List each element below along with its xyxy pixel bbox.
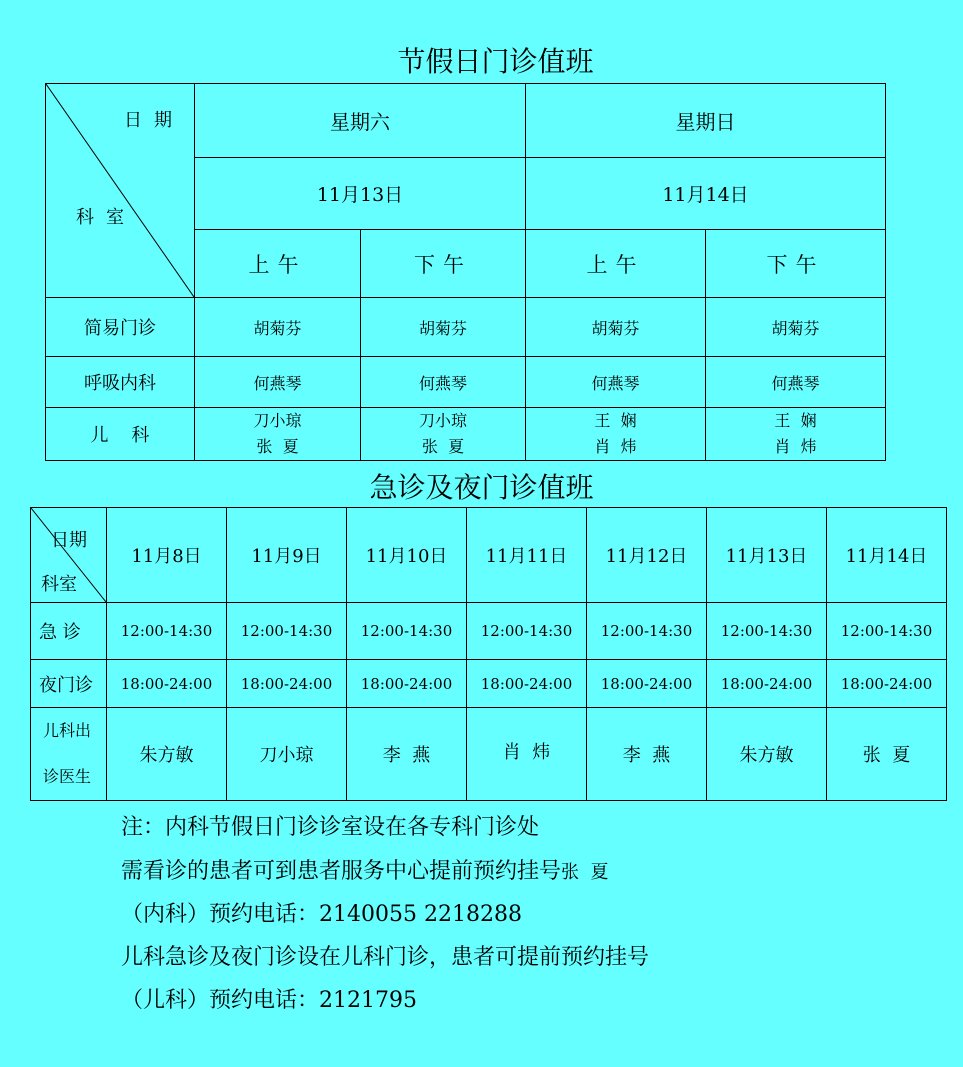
sun-am-header: 上午 bbox=[526, 230, 706, 298]
time-cell: 12:00-14:30 bbox=[467, 603, 587, 660]
doctor-name: 刀小琼 bbox=[418, 411, 467, 430]
holiday-schedule-table bbox=[45, 83, 886, 461]
doctor-cell: 李 燕 bbox=[347, 708, 467, 801]
time-cell: 12:00-14:30 bbox=[707, 603, 827, 660]
date-header: 11月8日 bbox=[107, 508, 227, 603]
doctor-name: 肖 炜 bbox=[594, 437, 637, 456]
doctor-cell bbox=[361, 408, 526, 461]
day-sunday: 星期日 bbox=[526, 84, 886, 158]
day-saturday: 星期六 bbox=[195, 84, 526, 158]
time-cell: 18:00-24:00 bbox=[587, 660, 707, 708]
time-cell: 18:00-24:00 bbox=[707, 660, 827, 708]
time-cell: 12:00-14:30 bbox=[827, 603, 947, 660]
corner-date-label: 日期 bbox=[51, 530, 87, 551]
time-cell: 12:00-14:30 bbox=[587, 603, 707, 660]
time-cell: 12:00-14:30 bbox=[107, 603, 227, 660]
note-line-4: 儿科急诊及夜门诊设在儿科门诊，患者可提前预约挂号 bbox=[121, 945, 650, 970]
note-line-2-text: 需看诊的患者可到患者服务中心提前预约挂号 bbox=[121, 859, 562, 884]
row-label-emergency: 急 诊 bbox=[31, 603, 107, 660]
date-header: 11月11日 bbox=[467, 508, 587, 603]
doctor-cell: 刀小琼 bbox=[227, 708, 347, 801]
time-cell: 18:00-24:00 bbox=[107, 660, 227, 708]
doctor-cell: 胡菊芬 bbox=[195, 298, 361, 357]
doctor-cell: 李 燕 bbox=[587, 708, 707, 801]
dept-respiratory: 呼吸内科 bbox=[46, 357, 195, 408]
note-line-2 bbox=[121, 857, 608, 888]
note-line-3: （内科）预约电话：2140055 2218288 bbox=[121, 902, 522, 927]
doctor-cell: 胡菊芬 bbox=[706, 298, 886, 357]
label-line: 诊医生 bbox=[43, 767, 92, 786]
doctor-cell: 朱方敏 bbox=[107, 708, 227, 801]
time-cell: 12:00-14:30 bbox=[227, 603, 347, 660]
time-cell: 18:00-24:00 bbox=[227, 660, 347, 708]
corner-header-cell bbox=[31, 508, 107, 603]
doctor-cell: 胡菊芬 bbox=[361, 298, 526, 357]
doctor-cell: 何燕琴 bbox=[195, 357, 361, 408]
dept-simple-clinic: 简易门诊 bbox=[46, 298, 195, 357]
doctor-cell: 胡菊芬 bbox=[526, 298, 706, 357]
doctor-cell bbox=[706, 408, 886, 461]
sat-pm-header: 下午 bbox=[361, 230, 526, 298]
time-cell: 18:00-24:00 bbox=[827, 660, 947, 708]
row-label-pediatric-doctor bbox=[31, 708, 107, 801]
note-line-2-tail: 张 夏 bbox=[561, 862, 609, 883]
date-header: 11月10日 bbox=[347, 508, 467, 603]
doctor-name: 王 娴 bbox=[774, 411, 817, 430]
note-line-5: （儿科）预约电话：2121795 bbox=[121, 988, 417, 1013]
emergency-schedule-table bbox=[30, 507, 947, 801]
label-line: 儿科出 bbox=[43, 721, 92, 740]
date-saturday: 11月13日 bbox=[195, 158, 526, 230]
date-sunday: 11月14日 bbox=[526, 158, 886, 230]
doctor-cell: 何燕琴 bbox=[361, 357, 526, 408]
doctor-name: 肖 炜 bbox=[774, 437, 817, 456]
doctor-cell bbox=[195, 408, 361, 461]
corner-dept-label: 科室 bbox=[76, 207, 136, 228]
doctor-cell: 何燕琴 bbox=[706, 357, 886, 408]
time-cell: 18:00-24:00 bbox=[467, 660, 587, 708]
time-cell: 12:00-14:30 bbox=[347, 603, 467, 660]
doctor-name: 张 夏 bbox=[421, 437, 465, 456]
emergency-schedule-title: 急诊及夜门诊值班 bbox=[369, 471, 594, 504]
doctor-cell: 肖 炜 bbox=[467, 708, 587, 801]
doctor-name: 王 娴 bbox=[594, 411, 637, 430]
doctor-cell: 何燕琴 bbox=[526, 357, 706, 408]
doctor-name: 刀小琼 bbox=[253, 411, 302, 430]
corner-dept-label: 科室 bbox=[41, 574, 77, 595]
date-header: 11月13日 bbox=[707, 508, 827, 603]
doctor-cell: 朱方敏 bbox=[707, 708, 827, 801]
date-header: 11月14日 bbox=[827, 508, 947, 603]
dept-pediatrics: 儿 科 bbox=[46, 408, 195, 461]
note-line-1: 注：内科节假日门诊诊室设在各专科门诊处 bbox=[121, 815, 540, 840]
date-header: 11月9日 bbox=[227, 508, 347, 603]
sun-pm-header: 下午 bbox=[706, 230, 886, 298]
time-cell: 18:00-24:00 bbox=[347, 660, 467, 708]
doctor-cell: 张 夏 bbox=[827, 708, 947, 801]
corner-date-label: 日期 bbox=[124, 110, 184, 131]
doctor-name: 张 夏 bbox=[256, 437, 299, 456]
sat-am-header: 上午 bbox=[195, 230, 361, 298]
row-label-night-clinic: 夜门诊 bbox=[31, 660, 107, 708]
holiday-schedule-title: 节假日门诊值班 bbox=[397, 45, 594, 78]
corner-header-cell bbox=[46, 84, 195, 298]
doctor-cell bbox=[526, 408, 706, 461]
date-header: 11月12日 bbox=[587, 508, 707, 603]
